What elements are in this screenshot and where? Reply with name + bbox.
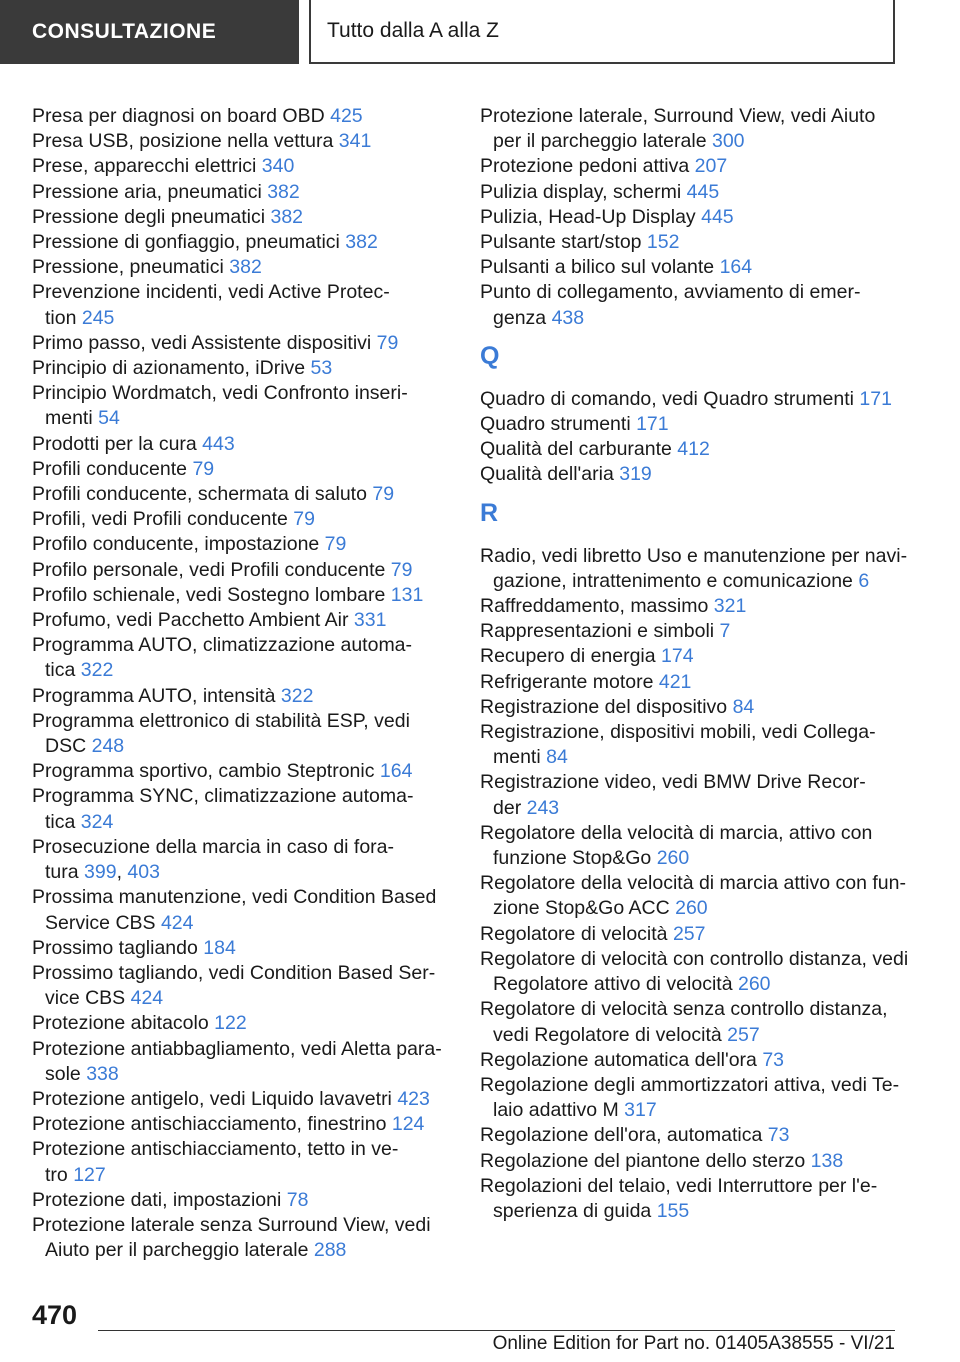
- entry-term: Principio Wordmatch, vedi Confronto inseri-: [32, 382, 408, 405]
- page-link[interactable]: 260: [737, 973, 771, 996]
- entry-term: Protezione pedoni attiva: [480, 155, 695, 178]
- index-entry: [480, 230, 900, 255]
- page-link[interactable]: 245: [81, 306, 115, 329]
- entry-term: Regolazioni del telaio, vedi Interruttore per l'e-: [480, 1174, 878, 1197]
- page-link[interactable]: 73: [767, 1124, 790, 1147]
- entry-term-continued: sperienza di guida: [493, 1199, 657, 1222]
- index-entry: [32, 759, 450, 784]
- page-link[interactable]: 425: [330, 105, 363, 127]
- index-entry: [480, 871, 906, 921]
- page-link[interactable]: 438: [551, 306, 585, 329]
- page-link[interactable]: 445: [701, 205, 734, 228]
- entry-term: Registrazione, dispositivi mobili, vedi Collega-: [480, 721, 876, 744]
- index-entry: [480, 544, 908, 594]
- entry-term-continued: der: [493, 796, 527, 819]
- entry-term: Primo passo, vedi Assistente dispositivi: [32, 331, 377, 354]
- page-link[interactable]: 257: [727, 1023, 760, 1046]
- entry-term: Radio, vedi libretto Uso e manutenzione per navi-: [480, 544, 908, 567]
- entry-term: Registrazione video, vedi BMW Drive Recor-: [480, 771, 866, 794]
- index-entry: [32, 1087, 450, 1112]
- index-entry: [32, 255, 450, 280]
- entry-term: Regolatore di velocità senza controllo distanza,: [480, 998, 888, 1021]
- page-link[interactable]: 331: [353, 609, 387, 632]
- page-link[interactable]: 84: [732, 695, 755, 718]
- index-entry: [480, 695, 900, 720]
- page-link[interactable]: 317: [624, 1099, 657, 1122]
- index-entry: [480, 770, 900, 820]
- entry-term: Protezione dati, impostazioni: [32, 1188, 287, 1211]
- entry-term: Protezione laterale senza Surround View, vedi: [32, 1213, 431, 1236]
- entry-term-continued: tica: [45, 810, 81, 833]
- page-link[interactable]: 79: [372, 483, 395, 506]
- entry-term: Prese, apparecchi elettrici: [32, 155, 262, 178]
- entry-term-continued: Service CBS: [45, 911, 161, 934]
- index-entry: [480, 997, 900, 1047]
- index-entry: [480, 594, 900, 619]
- entry-term: Presa per diagnosi on board OBD: [32, 105, 331, 127]
- page-link[interactable]: 171: [859, 387, 892, 410]
- entry-term: Prossimo tagliando: [32, 936, 204, 959]
- page-link[interactable]: 79: [390, 558, 413, 581]
- page-link[interactable]: 338: [86, 1062, 119, 1085]
- page-link[interactable]: 321: [713, 595, 747, 618]
- entry-term: Programma AUTO, climatizzazione automa-: [32, 634, 413, 657]
- index-entry: [32, 129, 450, 154]
- page-link[interactable]: 423: [397, 1087, 430, 1110]
- index-entry: [32, 885, 450, 935]
- index-entry: [480, 104, 900, 154]
- entry-term: Recupero di energia: [480, 645, 662, 668]
- entry-term: Pressione, pneumatici: [32, 256, 230, 279]
- index-entry: [32, 684, 450, 709]
- page-link[interactable]: 324: [80, 810, 114, 833]
- index-entry: [32, 1188, 450, 1213]
- entry-term: Punto di collegamento, avviamento di emer-: [480, 281, 861, 304]
- page-link[interactable]: 53: [310, 357, 333, 380]
- entry-term: Profumo, vedi Pacchetto Ambient Air: [32, 609, 354, 632]
- entry-term: Prossimo tagliando, vedi Condition Based Ser-: [32, 961, 436, 984]
- entry-term: Profilo conducente, impostazione: [32, 533, 325, 556]
- page-link[interactable]: 412: [677, 438, 710, 461]
- page-link[interactable]: 399: [84, 861, 117, 884]
- index-entry: [32, 331, 450, 356]
- index-entry: [480, 1174, 900, 1224]
- page-link[interactable]: 403: [127, 861, 160, 884]
- page-link[interactable]: 319: [619, 463, 652, 486]
- entry-term: Protezione abitacolo: [32, 1012, 215, 1035]
- entry-term: Programma sportivo, cambio Steptronic: [32, 760, 380, 783]
- page-link[interactable]: 443: [202, 432, 235, 455]
- index-column-left: [32, 104, 450, 1263]
- index-entry: [480, 154, 900, 179]
- entry-term: Qualità dell'aria: [480, 463, 620, 486]
- index-entry: [32, 1112, 450, 1137]
- index-entry: [32, 1037, 450, 1087]
- page-link[interactable]: 445: [686, 180, 720, 203]
- entry-term: Rappresentazioni e simboli: [480, 620, 720, 643]
- page-link[interactable]: 79: [192, 457, 215, 480]
- entry-term: Profilo personale, vedi Profili conducente: [32, 558, 391, 581]
- index-entry: [32, 961, 450, 1011]
- page-link[interactable]: 73: [762, 1048, 785, 1071]
- entry-term: Presa USB, posizione nella vettura: [32, 130, 339, 153]
- entry-term: Protezione laterale, Surround View, vedi Aiuto: [480, 105, 876, 127]
- section-tab: CONSULTAZIONE: [0, 0, 299, 64]
- entry-term: Registrazione del dispositivo: [480, 695, 733, 718]
- index-entry: [32, 180, 450, 205]
- page-link[interactable]: 155: [656, 1199, 690, 1222]
- entry-term: Prodotti per la cura: [32, 432, 203, 455]
- index-entry: [480, 947, 909, 997]
- page-link[interactable]: 174: [661, 645, 694, 668]
- page-link[interactable]: 164: [379, 760, 413, 783]
- index-entry: [480, 1048, 900, 1073]
- entry-term-continued: tura: [45, 861, 85, 884]
- page-link[interactable]: 382: [267, 180, 300, 203]
- index-entry: [480, 670, 900, 695]
- page-link[interactable]: 6: [858, 569, 870, 592]
- entry-term-continued: DSC: [45, 735, 92, 758]
- page-link[interactable]: 424: [160, 911, 194, 934]
- entry-term: Protezione antischiacciamento, finestrino: [32, 1113, 392, 1136]
- entry-term: Profili conducente, schermata di saluto: [32, 483, 373, 506]
- page-link[interactable]: 131: [390, 583, 424, 606]
- page-header: [0, 0, 960, 66]
- index-entry: [32, 230, 450, 255]
- page-link[interactable]: 79: [324, 533, 347, 556]
- entry-term: Prevenzione incidenti, vedi Active Protec-: [32, 281, 390, 304]
- index-entry: [32, 835, 450, 885]
- entry-term: Pressione di gonfiaggio, pneumatici: [32, 231, 346, 254]
- index-entry: [32, 709, 450, 759]
- page-link[interactable]: 84: [546, 746, 568, 769]
- index-entry: [480, 280, 900, 330]
- index-entry: [480, 412, 900, 437]
- entry-term: Protezione antigelo, vedi Liquido lavavetri: [32, 1087, 398, 1110]
- index-letter-heading: R: [480, 498, 499, 527]
- index-entry: [32, 482, 450, 507]
- page-link[interactable]: 152: [646, 231, 680, 254]
- index-entry: [32, 784, 450, 834]
- entry-term: Pulizia, Head-Up Display: [480, 205, 702, 228]
- entry-term: Quadro di comando, vedi Quadro strumenti: [480, 387, 860, 410]
- page-link[interactable]: 138: [810, 1149, 844, 1172]
- index-entry: [32, 1137, 450, 1187]
- index-entry: [480, 821, 900, 871]
- index-entry: [480, 619, 900, 644]
- entry-term-continued: sole: [45, 1062, 87, 1085]
- entry-term: Regolatore della velocità di marcia, attivo con: [480, 821, 873, 844]
- entry-term: Regolazione automatica dell'ora: [480, 1048, 763, 1071]
- page-link[interactable]: 79: [376, 331, 399, 354]
- entry-term-continued: Aiuto per il parcheggio laterale: [45, 1239, 314, 1262]
- index-entry: [480, 1073, 900, 1123]
- entry-term: Protezione antiabbagliamento, vedi Aletta para-: [32, 1037, 442, 1060]
- entry-term-continued: funzione Stop&Go: [493, 847, 657, 870]
- index-entry: [32, 104, 450, 129]
- page-link[interactable]: 127: [73, 1163, 106, 1186]
- entry-term-continued: menti: [493, 746, 547, 769]
- entry-term: Protezione antischiacciamento, tetto in ve-: [32, 1138, 399, 1161]
- entry-term-continued: per il parcheggio laterale: [493, 130, 712, 153]
- entry-term-continued: menti: [45, 407, 99, 430]
- entry-term-continued: tro: [45, 1163, 74, 1186]
- index-column-right: [480, 104, 909, 1224]
- entry-term: Refrigerante motore: [480, 670, 659, 693]
- entry-term-continued: vedi Regolatore di velocità: [493, 1023, 728, 1046]
- page-link[interactable]: 243: [526, 796, 560, 819]
- page-link[interactable]: 260: [675, 897, 708, 920]
- page-link[interactable]: 164: [719, 256, 753, 279]
- entry-term: Profilo schienale, vedi Sostegno lombare: [32, 583, 391, 606]
- entry-term-continued: genza: [493, 306, 552, 329]
- page-link[interactable]: 424: [130, 987, 164, 1010]
- entry-term: Profili, vedi Profili conducente: [32, 508, 294, 531]
- entry-term: Pressione aria, pneumatici: [32, 180, 268, 203]
- entry-term: Regolazione del piantone dello sterzo: [480, 1149, 811, 1172]
- entry-term: Regolatore della velocità di marcia attivo con fun-: [480, 872, 906, 895]
- index-entry: [32, 532, 450, 557]
- entry-term: Raffreddamento, massimo: [480, 595, 714, 618]
- page-link[interactable]: 79: [293, 508, 315, 531]
- page-link[interactable]: 322: [280, 684, 314, 707]
- index-entry: [32, 507, 450, 532]
- chapter-title: Tutto dalla A alla Z: [309, 0, 895, 64]
- entry-term: Regolazione degli ammortizzatori attiva, vedi Te-: [480, 1073, 900, 1096]
- entry-term: Quadro strumenti: [480, 413, 637, 436]
- index-entry: [32, 608, 450, 633]
- page-link[interactable]: 248: [91, 735, 125, 758]
- page-link[interactable]: 78: [286, 1188, 309, 1211]
- entry-term-continued: tica: [45, 659, 81, 682]
- index-entry: [32, 381, 450, 431]
- page-link[interactable]: 260: [656, 847, 690, 870]
- footer-divider: [98, 1330, 895, 1331]
- index-entry: [32, 1213, 450, 1263]
- page-number: 470: [32, 1300, 78, 1330]
- entry-term-continued: Regolatore attivo di velocità: [493, 973, 738, 996]
- page-link[interactable]: 421: [658, 670, 692, 693]
- index-entry: [32, 583, 450, 608]
- index-entry: [32, 633, 450, 683]
- index-entry: [32, 356, 450, 381]
- entry-term: Qualità del carburante: [480, 438, 678, 461]
- entry-term: Regolazione dell'ora, automatica: [480, 1124, 768, 1147]
- entry-term: Profili conducente: [32, 457, 193, 480]
- entry-term: Prossima manutenzione, vedi Condition Based: [32, 886, 437, 909]
- entry-term: Pulsanti a bilico sul volante: [480, 256, 720, 279]
- entry-term: Programma SYNC, climatizzazione automa-: [32, 785, 414, 808]
- page-link[interactable]: 257: [672, 922, 706, 945]
- index-entry: [32, 205, 450, 230]
- page-link[interactable]: 207: [694, 155, 728, 178]
- index-entry: [480, 205, 900, 230]
- index-entry: [32, 280, 450, 330]
- entry-term: Regolatore di velocità con controllo distanza, vedi: [480, 947, 909, 970]
- page-link[interactable]: 382: [345, 231, 378, 254]
- page-link[interactable]: 7: [719, 620, 731, 643]
- entry-term: Pulizia display, schermi: [480, 180, 687, 203]
- index-entry: [32, 936, 450, 961]
- index-entry: [480, 437, 900, 462]
- page-link[interactable]: 382: [270, 205, 304, 228]
- page-link[interactable]: 341: [338, 130, 372, 153]
- page-link[interactable]: 171: [636, 413, 669, 436]
- entry-term: Programma elettronico di stabilità ESP, vedi: [32, 709, 410, 732]
- entry-term-continued: vice CBS: [45, 987, 131, 1010]
- index-entry: [32, 1011, 450, 1036]
- footer-edition: Online Edition for Part no. 01405A38555 - VI/21: [492, 1333, 895, 1354]
- entry-term: Programma AUTO, intensità: [32, 684, 281, 707]
- index-entry: [480, 387, 900, 412]
- entry-term-continued: tion: [45, 306, 82, 329]
- index-entry: [480, 1149, 900, 1174]
- index-entry: [480, 1123, 900, 1148]
- page-separator: ,: [116, 861, 128, 884]
- index-entry: [480, 462, 900, 487]
- entry-term: Prosecuzione della marcia in caso di fora-: [32, 835, 395, 858]
- page-link[interactable]: 288: [313, 1239, 347, 1262]
- index-entry: [32, 558, 450, 583]
- entry-term: Pulsante start/stop: [480, 231, 647, 254]
- page-link[interactable]: 122: [214, 1012, 247, 1035]
- page-link[interactable]: 300: [711, 130, 745, 153]
- page-link[interactable]: 340: [261, 155, 295, 178]
- entry-term-continued: gazione, intrattenimento e comunicazione: [493, 569, 859, 592]
- index-letter-heading: Q: [480, 341, 500, 370]
- entry-term-continued: zione Stop&Go ACC: [493, 897, 676, 920]
- index-entry: [480, 720, 900, 770]
- index-entry: [32, 432, 450, 457]
- entry-term-continued: laio adattivo M: [493, 1099, 625, 1122]
- index-entry: [32, 154, 450, 179]
- index-entry: [480, 255, 900, 280]
- entry-term: Pressione degli pneumatici: [32, 205, 271, 228]
- index-entry: [32, 457, 450, 482]
- page-link[interactable]: 382: [229, 256, 262, 279]
- index-entry: [480, 644, 900, 669]
- index-entry: [480, 922, 900, 947]
- entry-term: Principio di azionamento, iDrive: [32, 357, 311, 380]
- page-link[interactable]: 124: [391, 1113, 425, 1136]
- page-link[interactable]: 54: [98, 407, 120, 430]
- index-entry: [480, 180, 900, 205]
- page-link[interactable]: 322: [80, 659, 114, 682]
- page-link[interactable]: 184: [203, 936, 236, 959]
- entry-term: Regolatore di velocità: [480, 922, 673, 945]
